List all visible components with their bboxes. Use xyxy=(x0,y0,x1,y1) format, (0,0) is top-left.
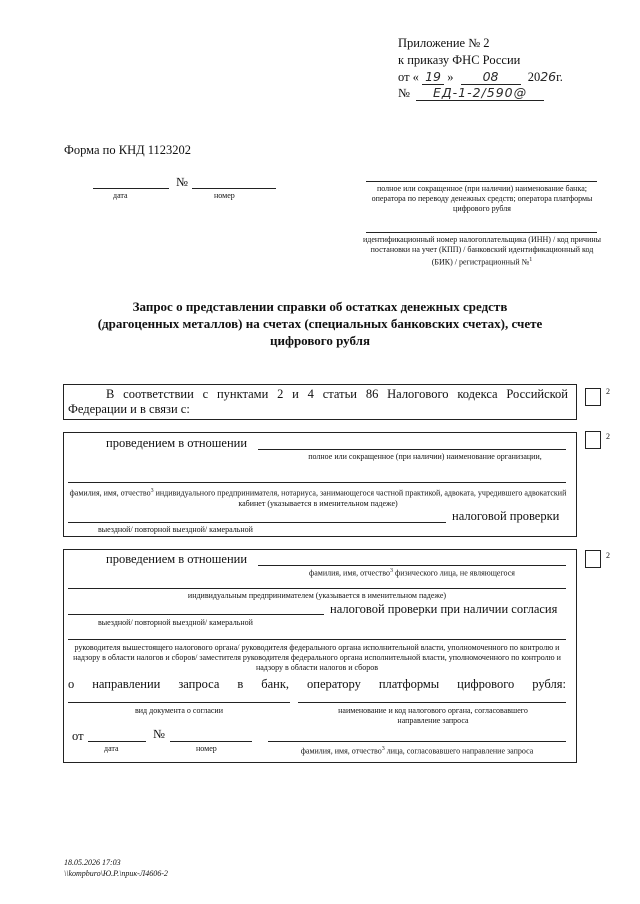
section2-type-field[interactable] xyxy=(68,522,446,523)
consent-number-sign: № xyxy=(153,727,165,741)
consent-org-field[interactable] xyxy=(298,702,566,703)
section2-person-caption: фамилия, имя, отчество$^3$ индивидуального предпринимателя, нотариуса, занимающегося частной практикой, адвоката, учредившего адвокатский кабинет (указывается в именительном падеже) xyxy=(69,488,567,508)
section3-person-caption: фамилия, имя, отчество$^3$ физического лица, не являющегося xyxy=(309,568,515,578)
section1-line1: В соответствии с пунктами 2 и 4 статьи 86 Налогового кодекса Российской xyxy=(106,387,568,401)
section2-person-sup: 3 xyxy=(150,488,154,494)
section3-type-field[interactable] xyxy=(68,614,324,615)
date-year-prefix: 20 xyxy=(527,70,541,84)
number-field[interactable] xyxy=(192,188,276,189)
appendix-number-handwritten: ЕД-1-2/590@ xyxy=(416,85,544,101)
direction-word-3: запроса xyxy=(178,677,220,691)
direction-word-5: банк, xyxy=(261,677,290,691)
appendix-number-sign: № xyxy=(398,86,410,100)
date-caption: дата xyxy=(113,191,128,200)
direction-word-9: рубля: xyxy=(532,677,566,691)
section3-head-field[interactable] xyxy=(68,639,566,640)
section2-type-caption: выездной/ повторной выездной/ камеральной xyxy=(98,525,253,534)
section3-head-caption: руководителя вышестоящего налогового органа/ руководителя федерального органа исполнительной власти, уполномоченного по контролю и надзору в области налогов и сборов/ заместителя руководителя федерального органа исполнительной власти, уполномоченного по контролю и надзору в области налогов и сборов xyxy=(73,643,561,672)
number-caption: номер xyxy=(214,191,235,200)
date-year-handwritten: 26 xyxy=(540,69,557,84)
form-code: Форма по КНД 1123202 xyxy=(64,143,192,157)
date-field[interactable] xyxy=(93,188,169,189)
direction-word-7: платформы xyxy=(378,677,440,691)
section1-line2: Федерации и в связи с: xyxy=(68,402,190,416)
date-prefix: от « xyxy=(398,70,419,84)
section3-person-field-2[interactable] xyxy=(68,588,566,589)
bank-ids-caption: идентификационный номер налогоплательщика (ИНН) / код причины постановки на учет (КПП) / банковский идентификационный код (БИК) / регистрационный №$^1$ xyxy=(362,235,602,267)
section2-org-caption: полное или сокращенное (при наличии) наименование организации, xyxy=(308,452,542,461)
bank-name-field[interactable] xyxy=(366,181,597,182)
section2-lead: проведением в отношении xyxy=(106,436,248,450)
direction-word-2: направлении xyxy=(92,677,161,691)
date-day-handwritten: 19 xyxy=(422,69,444,85)
section3-person-sup: 3 xyxy=(390,568,394,574)
section3-type-caption: выездной/ повторной выездной/ камеральной xyxy=(98,618,253,627)
section3-tail: налоговой проверки при наличии согласия xyxy=(330,602,558,616)
appendix-line2: к приказу ФНС России xyxy=(398,53,521,67)
section2-org-field[interactable] xyxy=(258,449,566,450)
bank-name-caption: полное или сокращенное (при наличии) наименование банка; оператора по переводу денежных средств; оператора платформы цифрового рубля xyxy=(371,184,593,213)
section1-checkbox[interactable] xyxy=(585,388,601,406)
consent-fio-caption: фамилия, имя, отчество$^3$ лица, согласовавшего направление запроса xyxy=(300,746,534,756)
section3-checkbox[interactable] xyxy=(585,550,601,568)
direction-word-4: в xyxy=(237,677,244,691)
date-mid: » xyxy=(447,70,454,84)
consent-from-label: от xyxy=(72,729,84,743)
section3-direction xyxy=(68,677,566,692)
date-suffix: г. xyxy=(556,70,563,84)
appendix-date-row xyxy=(398,69,598,85)
meta-number-sign: № xyxy=(176,175,188,189)
date-month-handwritten: 08 xyxy=(461,69,521,85)
consent-doc-caption: вид документа о согласии xyxy=(135,706,223,715)
section2-checkbox[interactable] xyxy=(585,431,601,449)
consent-doc-field[interactable] xyxy=(68,702,290,703)
doc-title xyxy=(60,298,580,349)
direction-word-8: цифрового xyxy=(457,677,515,691)
section2-tail: налоговой проверки xyxy=(452,509,560,523)
section3-lead: проведением в отношении xyxy=(106,552,248,566)
consent-number-caption: номер xyxy=(196,744,217,753)
section2-org-field-2[interactable] xyxy=(68,482,566,483)
doc-title-line1: Запрос о представлении справки об остатках денежных средств xyxy=(132,299,508,314)
footer-timestamp: 18.05.2026 17:03 xyxy=(64,858,121,867)
consent-org-caption: наименование и код налогового органа, согласовавшего направление запроса xyxy=(338,706,528,725)
doc-title-line3: цифрового рубля xyxy=(269,333,371,348)
footer-path: \\kompburo\Ю.Р.\прик-Л4606-2 xyxy=(64,869,168,878)
appendix-line1: Приложение № 2 xyxy=(398,36,490,50)
direction-word-6: оператору xyxy=(307,677,361,691)
bank-ids-field[interactable] xyxy=(366,232,597,233)
section1-checkbox-note: 2 xyxy=(606,387,610,396)
direction-word-1: о xyxy=(68,677,75,691)
section3-person-caption-cont: индивидуальным предпринимателем (указывается в именительном падеже) xyxy=(187,591,447,600)
consent-fio-sup: 3 xyxy=(381,746,385,752)
consent-date-field[interactable] xyxy=(88,741,146,742)
consent-fio-field[interactable] xyxy=(268,741,566,742)
consent-number-field[interactable] xyxy=(170,741,252,742)
doc-title-line2: (драгоценных металлов) на счетах (специальных банковских счетах), счете xyxy=(97,316,543,331)
appendix-number-row xyxy=(398,85,558,101)
section3-checkbox-note: 2 xyxy=(606,551,610,560)
consent-date-caption: дата xyxy=(104,744,119,753)
section2-checkbox-note: 2 xyxy=(606,432,610,441)
bank-ids-caption-sup: 1 xyxy=(529,257,533,263)
